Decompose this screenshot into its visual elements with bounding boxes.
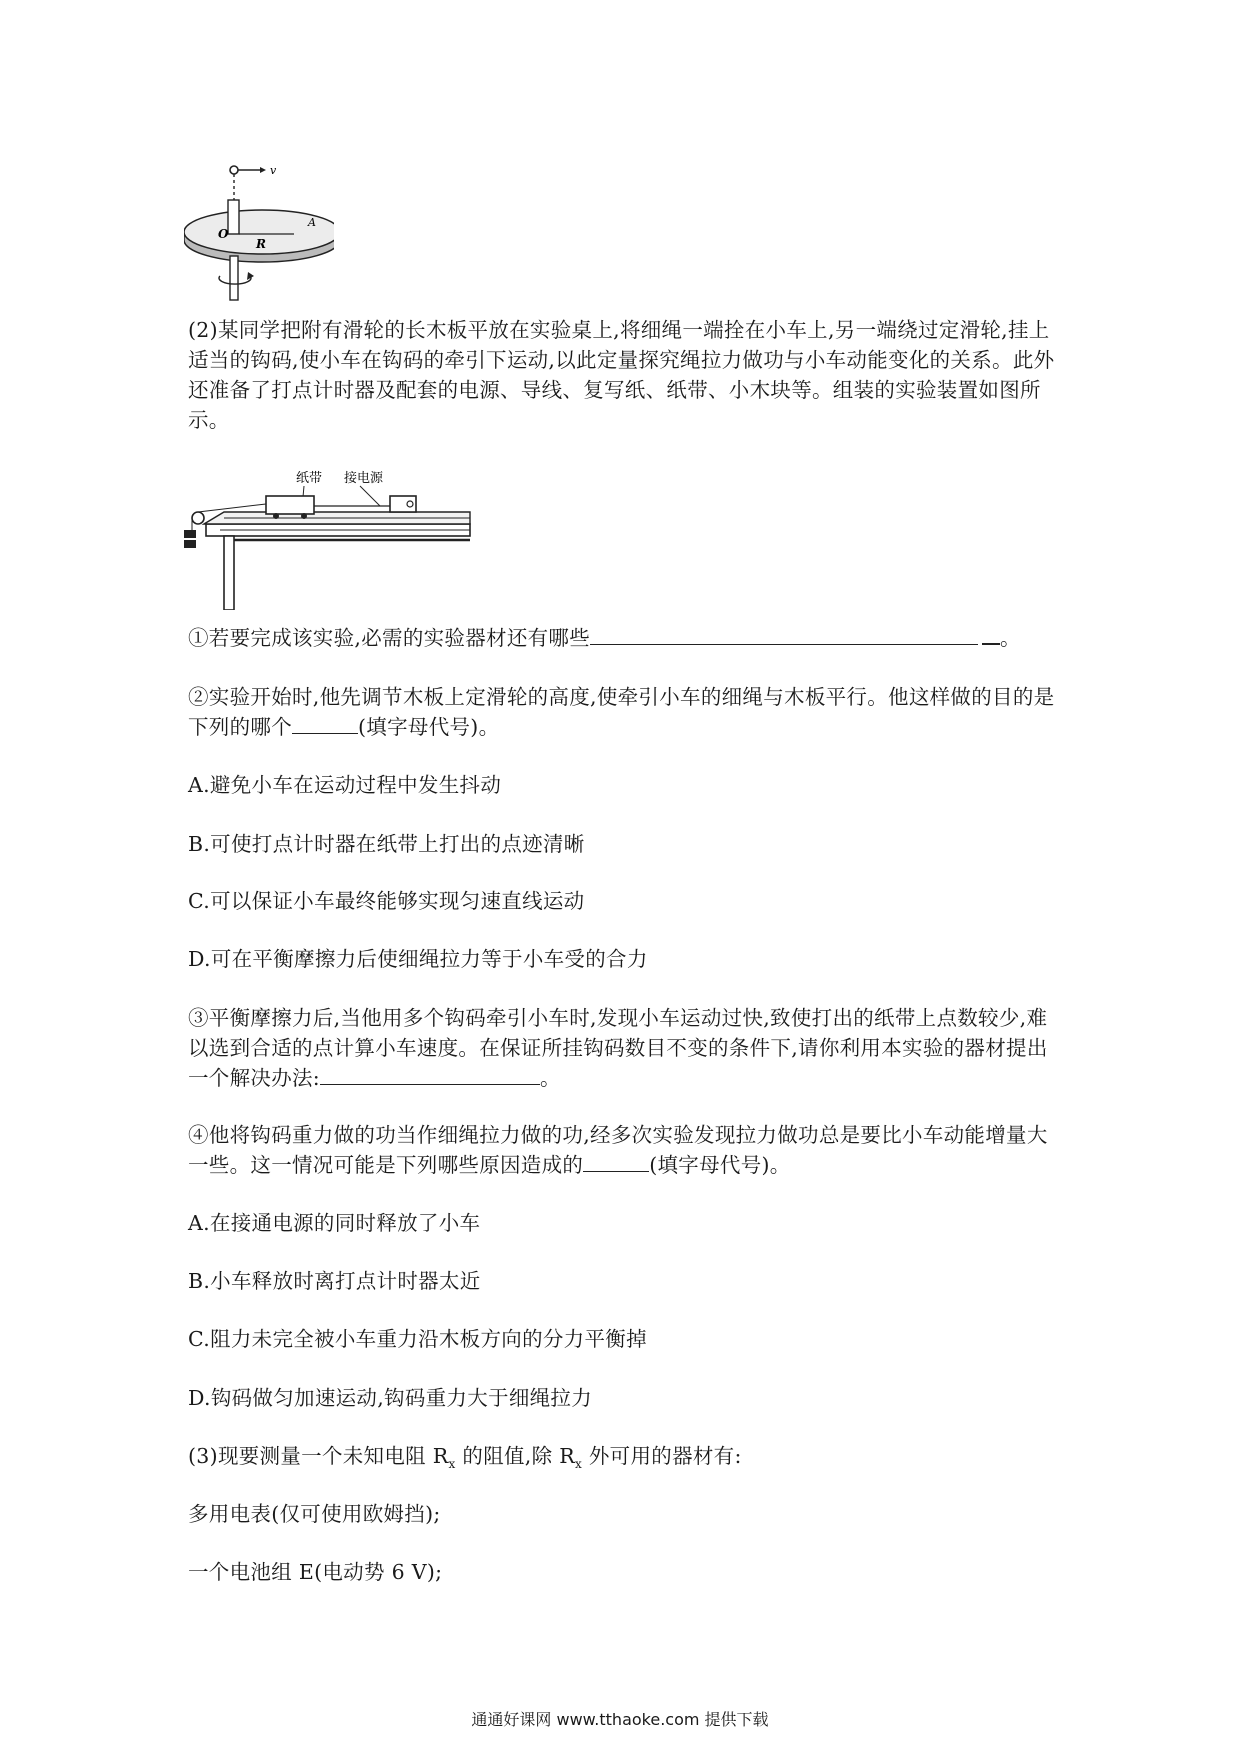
q2-sub4-option-c: C.阻力未完全被小车重力沿木板方向的分力平衡掉: [188, 1327, 647, 1351]
q3-sub-x: x: [448, 1457, 456, 1472]
q2-sub4: [188, 1120, 1068, 1180]
q2-sub2-option-b: B.可使打点计时器在纸带上打出的点迹清晰: [188, 832, 585, 856]
q2-sub4-option-b: B.小车释放时离打点计时器太近: [188, 1269, 481, 1293]
q2-sub2-option-d: D.可在平衡摩擦力后使细绳拉力等于小车受的合力: [188, 947, 648, 971]
q2-sub2: [188, 682, 1068, 742]
q2-sub2-tail: (填字母代号)。: [358, 715, 500, 739]
q2-sub1: [188, 623, 1068, 653]
answer-blank-4[interactable]: [583, 1153, 649, 1172]
q3-intro-c: 外可用的器材有:: [582, 1444, 742, 1468]
apparatus-figure: [184, 460, 484, 610]
answer-blank-1[interactable]: [590, 626, 978, 645]
q2-sub4-option-a: A.在接通电源的同时释放了小车: [188, 1211, 481, 1235]
q2-sub2-option-c: C.可以保证小车最终能够实现匀速直线运动: [188, 889, 585, 913]
rotating-disc-figure: [184, 160, 334, 302]
q2-sub2-text: ②实验开始时,他先调节木板上定滑轮的高度,使牵引小车的细绳与木板平行。他这样做的目的是下列的哪个: [188, 685, 1055, 739]
q2-sub4-text: ④他将钩码重力做的功当作细绳拉力做的功,经多次实验发现拉力做功总是要比小车动能增量大一些。这一情况可能是下列哪些原因造成的: [188, 1123, 1048, 1177]
q3-item-battery: 一个电池组 E(电动势 6 V);: [188, 1560, 443, 1584]
q3-item-multimeter: 多用电表(仅可使用欧姆挡);: [188, 1502, 441, 1526]
q2-sub1-text: ①若要完成该实验,必需的实验器材还有哪些: [188, 626, 591, 650]
q2-sub3: [188, 1003, 1068, 1093]
q2-sub1-end: 。: [1000, 626, 1021, 650]
q2-sub4-tail: (填字母代号)。: [649, 1153, 791, 1177]
q2-sub3-tail: 。: [540, 1066, 561, 1090]
answer-blank-2[interactable]: [292, 715, 358, 734]
q3-intro-a: (3)现要测量一个未知电阻 R: [188, 1444, 449, 1468]
label-paper-tape: 纸带: [296, 471, 323, 486]
q3-sub-x2: x: [574, 1457, 583, 1472]
q3-intro-b: 的阻值,除 R: [455, 1444, 575, 1468]
q3-intro: [188, 1441, 1068, 1479]
label-a: A: [308, 216, 316, 229]
label-v: v: [270, 164, 277, 177]
label-power: 接电源: [344, 471, 384, 486]
answer-blank-3[interactable]: [320, 1066, 540, 1085]
q2-sub2-option-a: A.避免小车在运动过程中发生抖动: [188, 773, 502, 797]
q2-sub4-option-d: D.钩码做匀加速运动,钩码重力大于细绳拉力: [188, 1386, 593, 1410]
page-footer: 通通好课网 www.tthaoke.com 提供下载: [471, 1710, 769, 1729]
q2-sub3-text: ③平衡摩擦力后,当他用多个钩码牵引小车时,发现小车运动过快,致使打出的纸带上点数较少,难以选到合适的点计算小车速度。在保证所挂钩码数目不变的条件下,请你利用本实验的器材提出一个解决办法:: [188, 1006, 1048, 1090]
q2-intro: (2)某同学把附有滑轮的长木板平放在实验桌上,将细绳一端拴在小车上,另一端绕过定滑轮,挂上适当的钩码,使小车在钩码的牵引下运动,以此定量探究绳拉力做功与小车动能变化的关系。此外还准备了打点计时器及配套的电源、导线、复写纸、纸带、小木块等。组装的实验装置如图所示。: [188, 318, 1055, 432]
label-o: O: [218, 227, 229, 241]
label-r: R: [256, 237, 266, 251]
